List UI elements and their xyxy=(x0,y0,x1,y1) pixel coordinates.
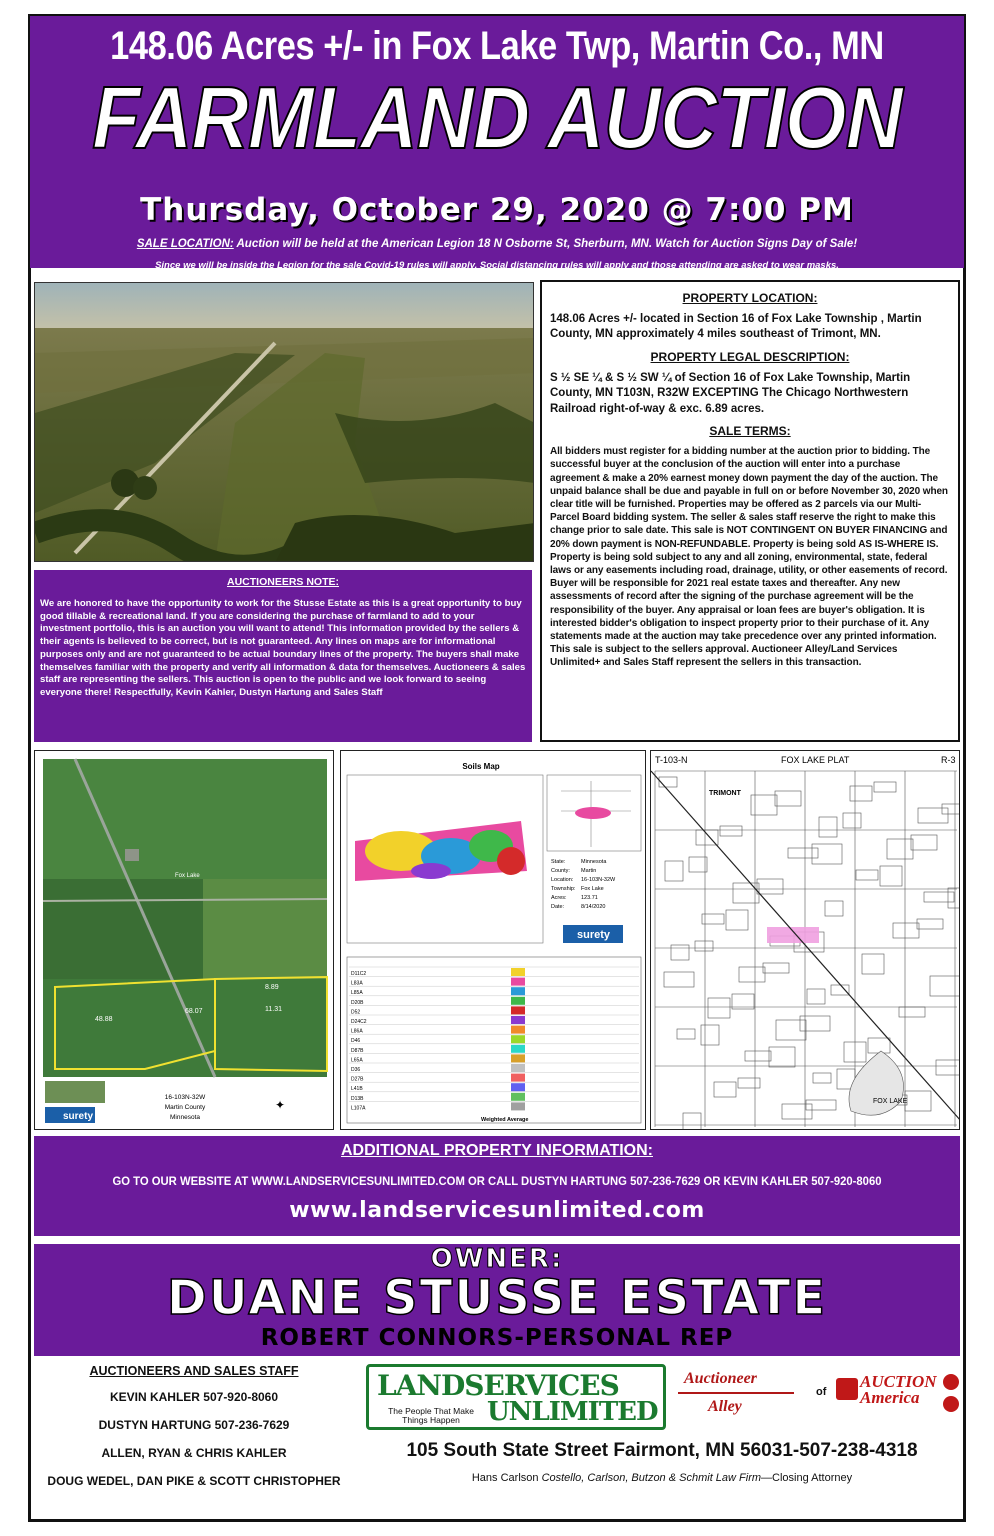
aerial-photo xyxy=(34,282,534,562)
staff-list xyxy=(34,1364,354,1502)
soil-legend-swatch xyxy=(511,978,525,986)
additional-info-text: GO TO OUR WEBSITE AT WWW.LANDSERVICESUNLIMITED.COM OR CALL DUSTYN HARTUNG 507-236-7629 OR KEVIN KAHLER 507-920-8060 xyxy=(112,1174,882,1188)
gavel-icon xyxy=(836,1378,858,1400)
plat-range-code: R-3 xyxy=(941,755,956,765)
soils-county-label: County: xyxy=(551,868,570,874)
additional-info-heading: ADDITIONAL PROPERTY INFORMATION: xyxy=(341,1142,653,1159)
of-label: of xyxy=(816,1386,827,1398)
soils-date-label: Date: xyxy=(551,904,565,910)
field-label-1: 48.88 xyxy=(95,1016,113,1023)
fox-lake-label: Fox Lake xyxy=(175,873,200,879)
auctioneers-note xyxy=(34,570,532,742)
soils-table-row: D27B xyxy=(351,1076,364,1083)
office-address: 105 South State Street Fairmont, MN 56031-507-238-4318 xyxy=(406,1440,918,1461)
header-banner xyxy=(30,16,964,271)
soil-legend-swatch xyxy=(511,1102,525,1110)
soils-acres-value: 123.71 xyxy=(581,895,598,901)
field-label-4: 8.89 xyxy=(265,984,279,991)
sale-location-text: Auction will be held at the American Legion 18 N Osborne St, Sherburn, MN. Watch for Auction Signs Day of Sale! xyxy=(233,238,858,250)
attorney-name: Hans Carlson xyxy=(471,1472,542,1484)
soils-township-label: Township: xyxy=(551,886,576,892)
property-location-text: 148.06 Acres +/- located in Section 16 of Fox Lake Township , Martin County, MN approximately 4 miles southeast of Trimont, MN. xyxy=(550,313,922,341)
field-label-3: 11.31 xyxy=(265,1006,282,1013)
auction-title: FARMLAND AUCTION xyxy=(92,68,902,167)
plat-title: FOX LAKE PLAT xyxy=(781,755,850,765)
soils-location-label: Location: xyxy=(551,877,574,883)
soils-table-row: D20B xyxy=(351,999,364,1006)
owner-name: DUANE STUSSE ESTATE xyxy=(166,1270,828,1326)
covid-note: Since we will be inside the Legion for the sale Covid-19 rules will apply. Social distancing rules will apply and those attending are asked to wear masks. xyxy=(155,260,839,271)
plat-town-label: TRIMONT xyxy=(709,790,741,797)
closing-attorney xyxy=(364,1472,960,1484)
soil-legend-swatch xyxy=(511,997,525,1005)
staff-heading: AUCTIONEERS AND SALES STAFF xyxy=(89,1364,299,1378)
personal-rep: ROBERT CONNORS-PERSONAL REP xyxy=(260,1324,734,1351)
acres-headline: 148.06 Acres +/- in Fox Lake Twp, Martin Co., MN xyxy=(110,24,884,68)
soil-legend-swatch xyxy=(511,1026,525,1034)
soils-weighted-label: Weighted Average xyxy=(481,1117,529,1123)
sale-terms-heading: SALE TERMS: xyxy=(709,424,791,439)
sale-terms-text: All bidders must register for a bidding number at the auction prior to bidding. The successful buyer at the conclusion of the auction will enter into a purchase agreement & make a 20% earnest money down payment the day of the auction. The unpaid balance shall be due and payable in full on or before November 30, 2020 when clear title will be furnished. Properties may be offered as 2 parcels via our Multi-Parcel Board bidding system. The seller & sales staff reserve the right to make this change prior to sale date. This sale is NOT CONTINGENT ON BUYER FINANCING and 20% down payment is NON-REFUNDABLE. Property is being sold AS IS-WHERE IS. Property is being sold subject to any and all zoning, environmental, state, federal laws or any easements including road, drainage, utility, or other easements of record. Buyer will be responsible for 2021 real estate taxes and thereafter. Any new assessments of record after the signing of the purchase agreement will be the responsibility of the buyer. Any appraisal or loan fees are buyer's obligation. It is interested bidder's obligation to inspect property prior to their purchase of it. Any statements made at the auction may take precedence over any printed information. This sale is subject to the sellers approval. Auctioneer Alley/Land Services Unlimited+ and Sales Staff represent the sellers in this transaction. xyxy=(550,446,948,669)
soils-table-row: D87B xyxy=(351,1047,364,1054)
soils-table-row: L83A xyxy=(351,980,363,987)
soils-table-row: D11C2 xyxy=(351,971,367,977)
soils-township-value: Fox Lake xyxy=(581,886,604,892)
property-info-box xyxy=(540,280,960,742)
soil-legend-swatch xyxy=(511,1006,525,1014)
alley-logo-line2: Alley xyxy=(708,1398,742,1415)
soils-table-row: D36 xyxy=(351,1067,361,1073)
soil-legend-swatch xyxy=(511,1054,525,1062)
aerial-parcel-map xyxy=(34,750,334,1130)
soils-table-row: L65A xyxy=(351,1057,363,1064)
soil-legend-swatch xyxy=(511,1035,525,1043)
soils-state-label: State: xyxy=(551,859,566,865)
field-label-2: 68.07 xyxy=(185,1008,203,1015)
soils-table-row: L86A xyxy=(351,1028,363,1035)
soil-legend-swatch xyxy=(511,987,525,995)
lsu-logo-line2: UNLIMITED xyxy=(487,1397,658,1427)
plat-map xyxy=(650,750,960,1130)
aerial-state-label: Minnesota xyxy=(170,1114,200,1121)
soils-location-value: 16-103N-32W xyxy=(581,877,616,883)
soils-table-row: D24C2 xyxy=(351,1019,367,1025)
attorney-role: —Closing Attorney xyxy=(761,1472,853,1484)
soils-acres-label: Acres: xyxy=(551,895,567,901)
soil-legend-swatch xyxy=(511,1093,525,1101)
owner-banner xyxy=(34,1244,960,1356)
owner-label: OWNER: xyxy=(430,1244,564,1274)
soil-legend-swatch xyxy=(511,1016,525,1024)
aerial-surety-logo: surety xyxy=(63,1111,94,1122)
property-location-heading: PROPERTY LOCATION: xyxy=(682,291,818,305)
staff-item: DUSTYN HARTUNG 507-236-7629 xyxy=(98,1418,290,1432)
property-legal-text: S ½ SE ¼ & S ½ SW ¼ of Section 16 of Fox Lake Township, Martin County, MN T103N, R32W EXCEPTING The Chicago Northwestern Railroad right-of-way & exc. 6.89 acres. xyxy=(550,371,911,415)
aerial-county-label: Martin County xyxy=(164,1104,206,1111)
soils-surety-logo: surety xyxy=(577,929,611,941)
soils-table-row: D52 xyxy=(351,1009,361,1016)
soils-county-value: Martin xyxy=(581,868,597,874)
soils-table-row: L85A xyxy=(351,990,363,997)
plat-township-code: T-103-N xyxy=(655,755,688,765)
aerial-section-label: 16-103N-32W xyxy=(164,1094,206,1101)
additional-info-banner xyxy=(34,1136,960,1236)
soil-legend-swatch xyxy=(511,1074,525,1082)
auctioneers-note-heading: AUCTIONEERS NOTE: xyxy=(226,576,339,588)
auctioneers-note-body: We are honored to have the opportunity to work for the Stusse Estate as this is a great opportunity to buy good tillable & recreational land. If you are considering the purchase of farmland to add to your investment portfolio, this is an auction you will want to attend! This information provided by the sellers & their agents is believed to be correct, but is not guaranteed. Any lines on maps are for informational purposes only and are not guaranteed to be actual boundary lines of the property. The buyers shall make themselves familiar with the property and verify all information & data for themselves. Auctioneers & sales staff are representing the sellers. This auction is open to the public and we look forward to seeing everyone there! Respectfully, Kevin Kahler, Dustyn Hartung and Sales Staff xyxy=(40,597,526,699)
sale-location-label: SALE LOCATION: xyxy=(136,238,234,250)
association-seal-icon xyxy=(942,1372,960,1418)
property-legal-heading: PROPERTY LEGAL DESCRIPTION: xyxy=(650,349,850,364)
sale-location xyxy=(30,238,964,250)
soil-legend-swatch xyxy=(511,1045,525,1053)
auctioneer-alley-logo xyxy=(678,1370,798,1426)
auction-america-logo xyxy=(836,1370,936,1420)
logos-row xyxy=(364,1362,960,1432)
soil-legend-swatch xyxy=(511,968,525,976)
staff-item: DOUG WEDEL, DAN PIKE & SCOTT CHRISTOPHER xyxy=(47,1474,341,1488)
soils-date-value: 8/14/2020 xyxy=(581,904,606,910)
soils-table-row: D46 xyxy=(351,1038,361,1045)
soils-table-row: L107A xyxy=(351,1105,366,1112)
soil-legend-swatch xyxy=(511,1064,525,1072)
attorney-firm: Costello, Carlson, Butzon & Schmit Law Firm xyxy=(541,1472,762,1484)
soils-state-value: Minnesota xyxy=(581,859,607,865)
staff-item: ALLEN, RYAN & CHRIS KAHLER xyxy=(101,1446,287,1460)
staff-item: KEVIN KAHLER 507-920-8060 xyxy=(109,1390,279,1404)
auction-date: Thursday, October 29, 2020 @ 7:00 PM xyxy=(140,192,854,228)
lsu-logo-line1: LANDSERVICES xyxy=(377,1369,619,1402)
plat-lake-label: FOX LAKE xyxy=(873,1098,908,1105)
soils-map xyxy=(340,750,646,1130)
compass-icon: ✦ xyxy=(275,1098,286,1112)
alley-logo-line1: Auctioneer xyxy=(684,1370,757,1387)
land-services-logo xyxy=(366,1364,666,1430)
soils-map-title: Soils Map xyxy=(462,762,500,771)
lsu-slogan: The People That Make Things Happen xyxy=(388,1406,474,1426)
soils-table-row: L41B xyxy=(351,1086,363,1093)
alley-logo-divider xyxy=(678,1392,794,1394)
auction-america-text: AUCTION America xyxy=(860,1372,937,1408)
soil-legend-swatch xyxy=(511,1083,525,1091)
website-link[interactable]: www.landservicesunlimited.com xyxy=(289,1198,705,1223)
soils-table-row: D13B xyxy=(351,1095,364,1102)
